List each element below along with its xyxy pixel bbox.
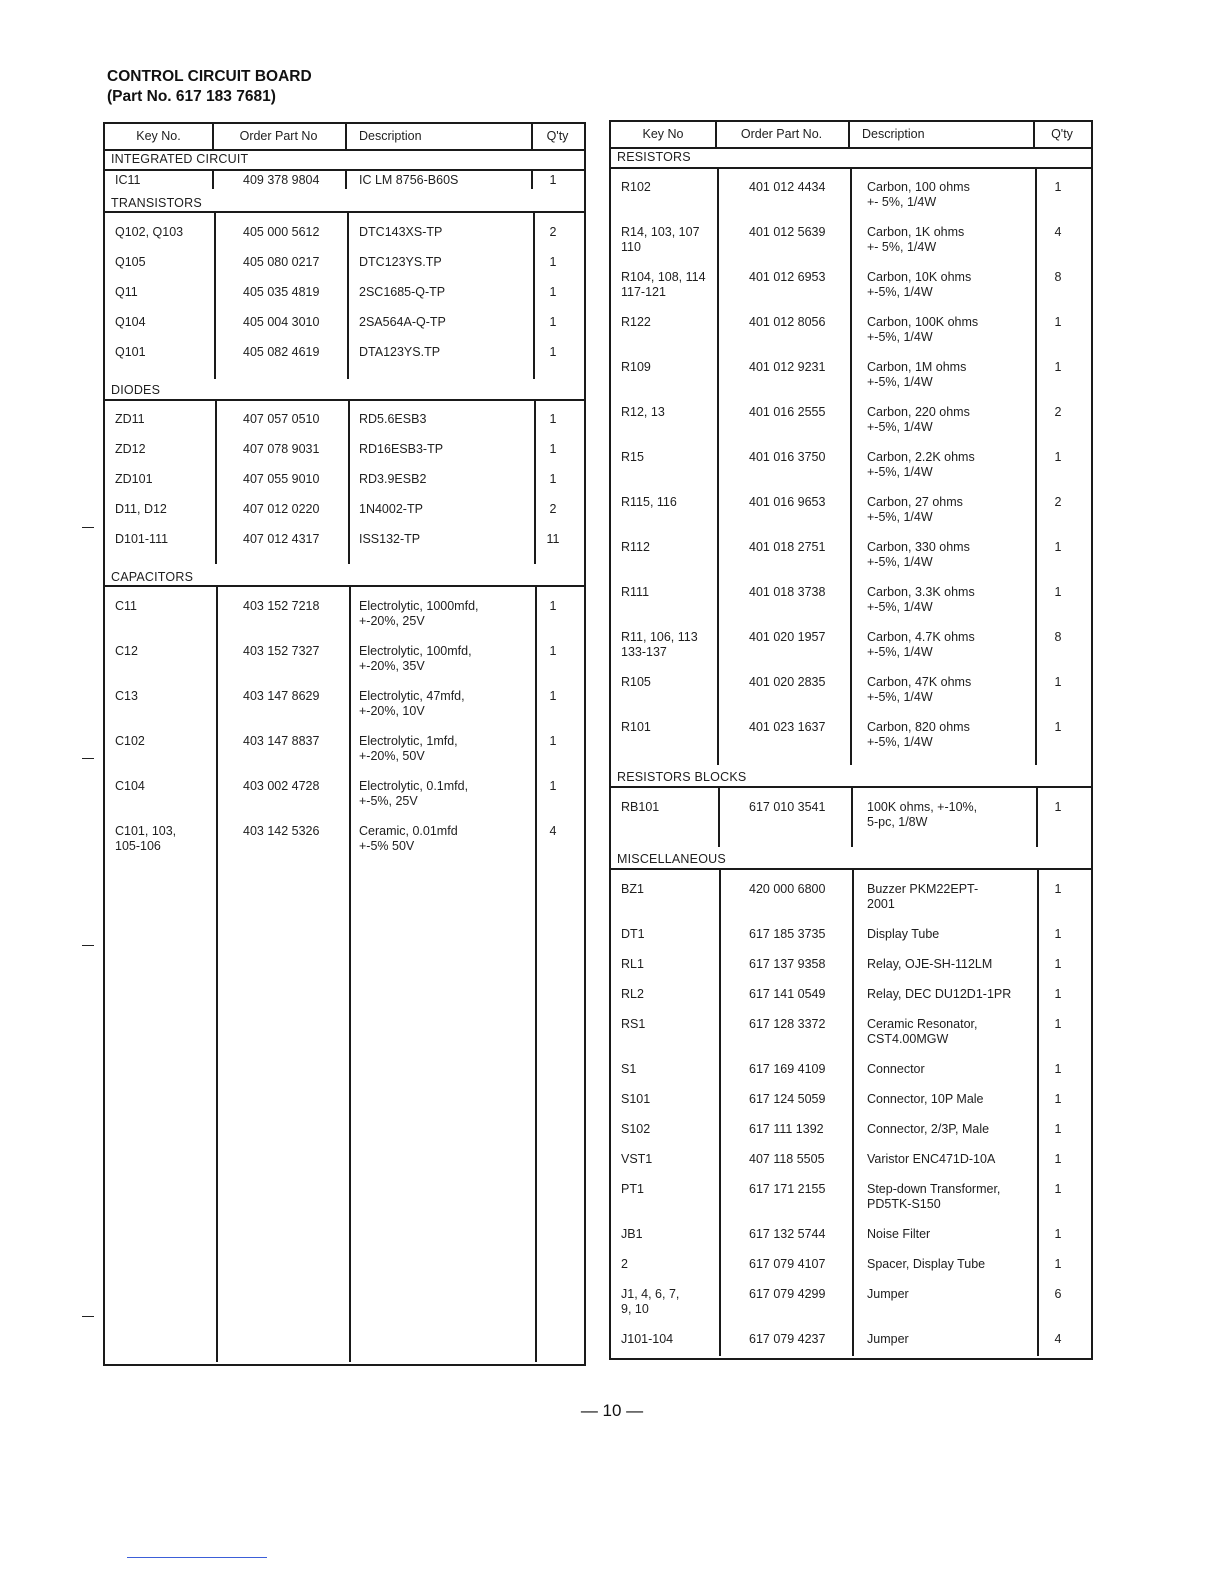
column-rule	[348, 399, 350, 564]
table-row	[611, 225, 1091, 254]
order-part-no: 401 012 8056	[749, 315, 826, 329]
description: Carbon, 1K ohms +- 5%, 1/4W	[867, 225, 965, 254]
order-part-no: 405 004 3010	[243, 315, 320, 329]
description: Relay, DEC DU12D1-1PR	[867, 987, 1012, 1001]
order-part-no: 617 185 3735	[749, 927, 826, 941]
table-row	[105, 315, 584, 329]
quantity: 1	[1054, 720, 1062, 734]
table-row	[105, 225, 584, 239]
key-no: S101	[621, 1092, 651, 1106]
description: Carbon, 10K ohms +-5%, 1/4W	[867, 270, 972, 299]
key-no: 2	[621, 1257, 628, 1271]
key-no: Q102, Q103	[115, 225, 184, 239]
table-row	[611, 1227, 1091, 1241]
order-part-no: 405 000 5612	[243, 225, 320, 239]
quantity: 1	[1054, 1062, 1062, 1076]
description: 100K ohms, +-10%, 5-pc, 1/8W	[867, 800, 978, 829]
key-no: R11, 106, 113 133-137	[621, 630, 698, 659]
quantity: 1	[1054, 585, 1062, 599]
column-rule	[718, 786, 720, 847]
description: IC LM 8756-B60S	[359, 173, 459, 187]
order-part-no: 409 378 9804	[243, 173, 320, 187]
margin-mark	[82, 758, 94, 759]
table-row	[105, 599, 584, 628]
description: Carbon, 330 ohms +-5%, 1/4W	[867, 540, 970, 569]
description: Carbon, 1M ohms +-5%, 1/4W	[867, 360, 967, 389]
table-row	[611, 450, 1091, 479]
order-part-no: 403 002 4728	[243, 779, 320, 793]
column-header-order: Order Part No.	[740, 126, 823, 141]
column-rule	[212, 169, 214, 189]
order-part-no: 401 018 2751	[749, 540, 826, 554]
quantity: 1	[549, 472, 557, 486]
section-label: RESISTORS BLOCKS	[617, 770, 747, 784]
table-row	[611, 957, 1091, 971]
order-part-no: 403 152 7327	[243, 644, 320, 658]
description: Carbon, 4.7K ohms +-5%, 1/4W	[867, 630, 975, 659]
board-title: CONTROL CIRCUIT BOARD	[107, 68, 312, 85]
table-row	[105, 255, 584, 269]
right-parts-table	[609, 120, 1093, 1360]
table-row	[105, 689, 584, 718]
key-no: R115, 116	[621, 495, 677, 509]
table-row	[611, 1182, 1091, 1211]
column-rule	[851, 786, 853, 847]
column-rule	[216, 585, 218, 1362]
column-header-qty: Q'ty	[1051, 126, 1073, 141]
description: DTC123YS.TP	[359, 255, 442, 269]
column-rule	[852, 868, 854, 1356]
key-no: BZ1	[621, 882, 644, 896]
table-row	[611, 315, 1091, 344]
table-row	[611, 927, 1091, 941]
quantity: 1	[549, 412, 557, 426]
key-no: ZD101	[115, 472, 153, 486]
order-part-no: 407 078 9031	[243, 442, 320, 456]
order-part-no: 401 016 9653	[749, 495, 826, 509]
description: RD5.6ESB3	[359, 412, 427, 426]
left-parts-table	[103, 122, 586, 1366]
header-rule	[105, 149, 584, 151]
order-part-no: 403 142 5326	[243, 824, 320, 838]
table-row	[105, 285, 584, 299]
key-no: RL2	[621, 987, 644, 1001]
table-row	[105, 532, 584, 546]
table-row	[611, 675, 1091, 704]
description: Display Tube	[867, 927, 940, 941]
quantity: 1	[1054, 1017, 1062, 1031]
key-no: C13	[115, 689, 138, 703]
quantity: 1	[1054, 987, 1062, 1001]
section-label: DIODES	[111, 383, 161, 397]
section-rule	[105, 211, 584, 213]
order-part-no: 617 111 1392	[749, 1122, 824, 1136]
description: Carbon, 220 ohms +-5%, 1/4W	[867, 405, 970, 434]
order-part-no: 401 012 4434	[749, 180, 826, 194]
key-no: R14, 103, 107 110	[621, 225, 700, 254]
description: ISS132-TP	[359, 532, 421, 546]
column-header-desc: Description	[862, 126, 925, 141]
column-rule	[215, 399, 217, 564]
page-number: — 10 —	[580, 1401, 644, 1420]
table-row	[611, 1092, 1091, 1106]
order-part-no: 420 000 6800	[749, 882, 826, 896]
quantity: 1	[549, 779, 557, 793]
table-row	[105, 502, 584, 516]
quantity: 1	[549, 599, 557, 613]
description: Carbon, 27 ohms +-5%, 1/4W	[867, 495, 963, 524]
description: Carbon, 2.2K ohms +-5%, 1/4W	[867, 450, 975, 479]
quantity: 1	[1054, 180, 1062, 194]
order-part-no: 403 152 7218	[243, 599, 320, 613]
order-part-no: 617 137 9358	[749, 957, 826, 971]
column-rule	[345, 169, 347, 189]
table-row	[611, 1062, 1091, 1076]
key-no: RL1	[621, 957, 644, 971]
order-part-no: 617 079 4237	[749, 1332, 826, 1346]
margin-mark	[82, 945, 94, 946]
order-part-no: 407 118 5505	[749, 1152, 825, 1166]
order-part-no: 401 012 5639	[749, 225, 826, 239]
description: Connector, 2/3P, Male	[867, 1122, 990, 1136]
table-row	[611, 540, 1091, 569]
column-header-qty: Q'ty	[546, 128, 569, 143]
key-no: RS1	[621, 1017, 646, 1031]
description: DTC143XS-TP	[359, 225, 443, 239]
column-rule	[1037, 868, 1039, 1356]
column-rule	[1036, 786, 1038, 847]
quantity: 2	[1054, 495, 1062, 509]
order-part-no: 401 012 6953	[749, 270, 826, 284]
table-row	[611, 882, 1091, 911]
order-part-no: 403 147 8629	[243, 689, 320, 703]
table-row	[105, 779, 584, 808]
key-no: S1	[621, 1062, 637, 1076]
column-header-desc: Description	[359, 128, 422, 143]
order-part-no: 617 124 5059	[749, 1092, 826, 1106]
quantity: 11	[546, 532, 560, 546]
table-row	[611, 1287, 1091, 1316]
quantity: 1	[1054, 1182, 1062, 1196]
description: RD3.9ESB2	[359, 472, 427, 486]
table-row	[611, 1017, 1091, 1046]
column-rule	[533, 211, 535, 379]
description: Noise Filter	[867, 1227, 931, 1241]
section-label: MISCELLANEOUS	[617, 852, 726, 866]
quantity: 8	[1054, 270, 1062, 284]
table-row	[105, 644, 584, 673]
description: Carbon, 47K ohms +-5%, 1/4W	[867, 675, 972, 704]
quantity: 1	[549, 734, 557, 748]
description: Step-down Transformer, PD5TK-S150	[867, 1182, 1001, 1211]
description: Carbon, 100K ohms +-5%, 1/4W	[867, 315, 979, 344]
quantity: 4	[549, 824, 557, 838]
key-no: R109	[621, 360, 651, 374]
description: Jumper	[867, 1287, 909, 1301]
order-part-no: 407 012 0220	[243, 502, 320, 516]
order-part-no: 407 055 9010	[243, 472, 320, 486]
section-label: CAPACITORS	[111, 570, 194, 584]
order-part-no: 407 057 0510	[243, 412, 320, 426]
table-row	[611, 800, 1091, 829]
section-label: TRANSISTORS	[111, 196, 202, 210]
quantity: 4	[1054, 225, 1062, 239]
section-rule	[105, 585, 584, 587]
order-part-no: 401 016 3750	[749, 450, 826, 464]
description: Ceramic Resonator, CST4.00MGW	[867, 1017, 978, 1046]
table-row	[611, 405, 1091, 434]
description: Electrolytic, 47mfd, +-20%, 10V	[359, 689, 465, 718]
description: Connector	[867, 1062, 925, 1076]
column-rule	[345, 124, 347, 149]
quantity: 1	[549, 255, 557, 269]
page-title	[107, 67, 312, 107]
description: Spacer, Display Tube	[867, 1257, 986, 1271]
table-row	[611, 1122, 1091, 1136]
quantity: 1	[1054, 1152, 1062, 1166]
key-no: S102	[621, 1122, 651, 1136]
description: Varistor ENC471D-10A	[867, 1152, 996, 1166]
key-no: R122	[621, 315, 651, 329]
quantity: 1	[1054, 450, 1062, 464]
description: Electrolytic, 100mfd, +-20%, 35V	[359, 644, 472, 673]
margin-mark	[82, 1316, 94, 1317]
key-no: J1, 4, 6, 7, 9, 10	[621, 1287, 680, 1316]
description: Connector, 10P Male	[867, 1092, 984, 1106]
table-row	[105, 412, 584, 426]
key-no: D101-111	[115, 532, 169, 546]
description: Electrolytic, 1000mfd, +-20%, 25V	[359, 599, 479, 628]
quantity: 1	[549, 644, 557, 658]
order-part-no: 401 020 2835	[749, 675, 826, 689]
description: Electrolytic, 1mfd, +-20%, 50V	[359, 734, 458, 763]
column-rule	[212, 124, 214, 149]
key-no: Q101	[115, 345, 146, 359]
quantity: 1	[1054, 1122, 1062, 1136]
header-rule	[611, 147, 1091, 149]
column-rule	[535, 585, 537, 1362]
description: RD16ESB3-TP	[359, 442, 444, 456]
quantity: 1	[1054, 540, 1062, 554]
column-rule	[214, 211, 216, 379]
key-no: Q11	[115, 285, 138, 299]
order-part-no: 405 035 4819	[243, 285, 320, 299]
footer-rule	[127, 1557, 267, 1558]
order-part-no: 401 023 1637	[749, 720, 826, 734]
quantity: 2	[549, 225, 557, 239]
table-row	[105, 345, 584, 359]
column-header-key: Key No.	[136, 128, 181, 143]
order-part-no: 405 082 4619	[243, 345, 320, 359]
key-no: R104, 108, 114 117-121	[621, 270, 706, 299]
quantity: 1	[1054, 675, 1062, 689]
key-no: Q104	[115, 315, 146, 329]
order-part-no: 617 169 4109	[749, 1062, 826, 1076]
description: Carbon, 3.3K ohms +-5%, 1/4W	[867, 585, 975, 614]
column-rule	[848, 122, 850, 147]
quantity: 1	[1054, 1092, 1062, 1106]
quantity: 2	[1054, 405, 1062, 419]
table-row	[105, 824, 584, 853]
key-no: C102	[115, 734, 145, 748]
table-row	[105, 472, 584, 486]
quantity: 1	[1054, 882, 1062, 896]
table-row	[105, 173, 584, 187]
column-rule	[715, 122, 717, 147]
description: Carbon, 100 ohms +- 5%, 1/4W	[867, 180, 970, 209]
description: 1N4002-TP	[359, 502, 423, 516]
table-row	[611, 180, 1091, 209]
order-part-no: 401 018 3738	[749, 585, 826, 599]
quantity: 1	[549, 442, 557, 456]
key-no: VST1	[621, 1152, 653, 1166]
order-part-no: 403 147 8837	[243, 734, 320, 748]
column-rule	[534, 399, 536, 564]
quantity: 2	[549, 502, 557, 516]
section-rule	[105, 399, 584, 401]
key-no: ZD12	[115, 442, 146, 456]
table-row	[611, 1152, 1091, 1166]
key-no: R111	[621, 585, 650, 599]
quantity: 1	[1054, 315, 1062, 329]
quantity: 1	[549, 345, 557, 359]
board-part-number: (Part No. 617 183 7681)	[107, 88, 276, 105]
key-no: R105	[621, 675, 651, 689]
quantity: 1	[1054, 1257, 1062, 1271]
quantity: 1	[1054, 927, 1062, 941]
margin-mark	[82, 527, 94, 528]
quantity: 1	[549, 315, 557, 329]
order-part-no: 617 079 4299	[749, 1287, 826, 1301]
key-no: R102	[621, 180, 651, 194]
order-part-no: 617 128 3372	[749, 1017, 826, 1031]
order-part-no: 401 012 9231	[749, 360, 826, 374]
column-rule	[719, 868, 721, 1356]
order-part-no: 617 010 3541	[749, 800, 826, 814]
description: Ceramic, 0.01mfd +-5% 50V	[359, 824, 458, 853]
section-label: RESISTORS	[617, 150, 691, 164]
table-row	[611, 495, 1091, 524]
quantity: 1	[1054, 360, 1062, 374]
key-no: IC11	[115, 173, 141, 187]
key-no: ZD11	[115, 412, 145, 426]
quantity: 1	[1054, 957, 1062, 971]
quantity: 1	[549, 173, 557, 187]
table-row	[105, 734, 584, 763]
quantity: 1	[549, 689, 557, 703]
order-part-no: 407 012 4317	[243, 532, 320, 546]
description: Electrolytic, 0.1mfd, +-5%, 25V	[359, 779, 469, 808]
quantity: 1	[549, 285, 557, 299]
key-no: R101	[621, 720, 651, 734]
table-row	[611, 360, 1091, 389]
description: Relay, OJE-SH-112LM	[867, 957, 993, 971]
table-row	[611, 1332, 1091, 1346]
table-row	[611, 270, 1091, 299]
quantity: 4	[1054, 1332, 1062, 1346]
key-no: D11, D12	[115, 502, 167, 516]
column-rule	[349, 585, 351, 1362]
column-rule	[531, 124, 533, 149]
description: Buzzer PKM22EPT- 2001	[867, 882, 979, 911]
order-part-no: 617 132 5744	[749, 1227, 826, 1241]
key-no: C101, 103, 105-106	[115, 824, 177, 853]
table-row	[611, 585, 1091, 614]
key-no: DT1	[621, 927, 645, 941]
section-rule	[611, 868, 1091, 870]
table-row	[611, 1257, 1091, 1271]
section-label: INTEGRATED CIRCUIT	[111, 152, 249, 166]
description: DTA123YS.TP	[359, 345, 441, 359]
order-part-no: 405 080 0217	[243, 255, 320, 269]
column-header-key: Key No	[642, 126, 684, 141]
table-row	[611, 630, 1091, 659]
quantity: 6	[1054, 1287, 1062, 1301]
quantity: 1	[1054, 1227, 1062, 1241]
order-part-no: 401 016 2555	[749, 405, 826, 419]
order-part-no: 617 171 2155	[749, 1182, 826, 1196]
description: Carbon, 820 ohms +-5%, 1/4W	[867, 720, 970, 749]
column-rule	[531, 169, 533, 189]
table-row	[105, 442, 584, 456]
table-row	[611, 720, 1091, 749]
order-part-no: 401 020 1957	[749, 630, 826, 644]
order-part-no: 617 079 4107	[749, 1257, 826, 1271]
key-no: R112	[621, 540, 650, 554]
key-no: Q105	[115, 255, 146, 269]
key-no: C104	[115, 779, 145, 793]
key-no: R12, 13	[621, 405, 665, 419]
key-no: PT1	[621, 1182, 644, 1196]
key-no: J101-104	[621, 1332, 674, 1346]
key-no: R15	[621, 450, 644, 464]
key-no: JB1	[621, 1227, 643, 1241]
column-header-order: Order Part No	[239, 128, 318, 143]
quantity: 8	[1054, 630, 1062, 644]
description: Jumper	[867, 1332, 909, 1346]
key-no: RB101	[621, 800, 660, 814]
order-part-no: 617 141 0549	[749, 987, 826, 1001]
key-no: C11	[115, 599, 138, 613]
description: 2SA564A-Q-TP	[359, 315, 446, 329]
table-row	[611, 987, 1091, 1001]
quantity: 1	[1054, 800, 1062, 814]
key-no: C12	[115, 644, 138, 658]
column-rule	[1033, 122, 1035, 147]
description: 2SC1685-Q-TP	[359, 285, 446, 299]
column-rule	[347, 211, 349, 379]
